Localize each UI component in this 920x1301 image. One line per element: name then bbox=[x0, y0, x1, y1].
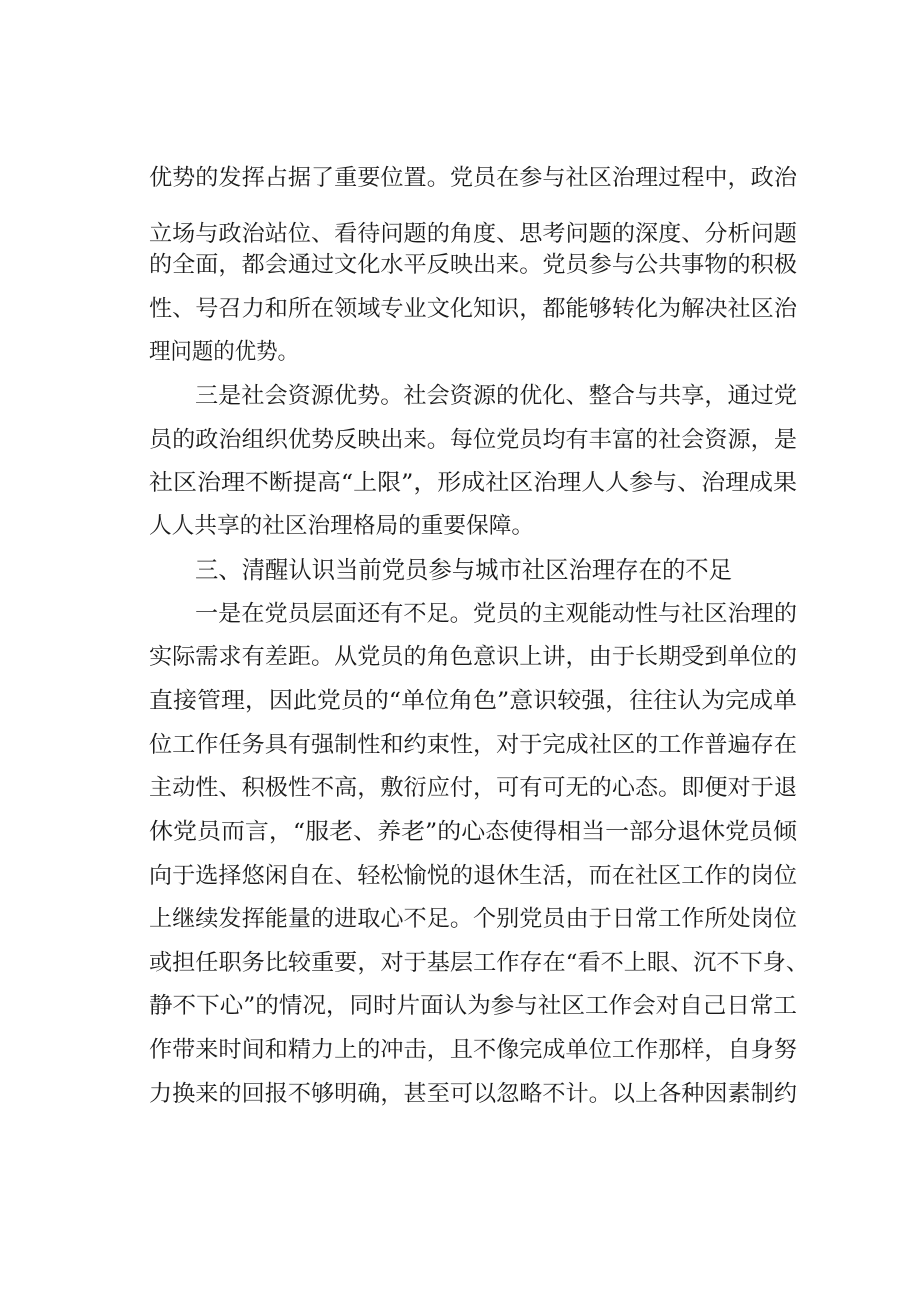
paragraph-line bbox=[0, 337, 920, 367]
paragraph-line bbox=[0, 1079, 920, 1109]
line-text: 位工作任务具有强制性和约束性，对于完成社区的工作普遍存在 bbox=[149, 732, 797, 758]
line-text: 向于选择悠闲自在、轻松愉悦的退休生活，而在社区工作的岗位 bbox=[149, 863, 797, 889]
line-text: 或担任职务比较重要，对于基层工作存在“看不上眼、沉不下身、 bbox=[149, 950, 809, 976]
paragraph-line bbox=[0, 730, 920, 760]
paragraph-line bbox=[0, 294, 920, 324]
paragraph-line bbox=[0, 773, 920, 803]
line-text: 力换来的回报不够明确，甚至可以忽略不计。以上各种因素制约 bbox=[149, 1081, 797, 1107]
line-text: 主动性、积极性不高，敷衍应付，可有可无的心态。即便对于退 bbox=[149, 775, 797, 801]
section-heading bbox=[0, 555, 920, 585]
paragraph-line bbox=[0, 861, 920, 891]
paragraph-line bbox=[0, 686, 920, 716]
line-text: 实际需求有差距。从党员的角色意识上讲，由于长期受到单位的 bbox=[149, 644, 797, 670]
paragraph-line bbox=[0, 817, 920, 847]
line-text: 员的政治组织优势反映出来。每位党员均有丰富的社会资源，是 bbox=[149, 427, 797, 453]
line-text: 社区治理不断提高“上限”，形成社区治理人人参与、治理成果 bbox=[149, 470, 798, 496]
paragraph-line bbox=[0, 250, 920, 280]
line-text: 优势的发挥占据了重要位置。党员在参与社区治理过程中，政治 bbox=[149, 165, 797, 191]
line-text: 一是在党员层面还有不足。党员的主观能动性与社区治理的 bbox=[195, 601, 797, 627]
paragraph-line bbox=[0, 219, 920, 249]
paragraph-line bbox=[0, 425, 920, 455]
line-text: 理问题的优势。 bbox=[149, 339, 300, 365]
paragraph-line bbox=[0, 511, 920, 541]
line-text: 作带来时间和精力上的冲击，且不像完成单位工作那样，自身努 bbox=[149, 1037, 797, 1063]
paragraph-line bbox=[0, 599, 920, 629]
line-text: 直接管理，因此党员的“单位角色”意识较强，往往认为完成单 bbox=[149, 688, 798, 714]
line-text: 立场与政治站位、看待问题的角度、思考问题的深度、分析问题 bbox=[149, 221, 797, 247]
paragraph-line bbox=[0, 948, 920, 978]
line-text: 上继续发挥能量的进取心不足。个别党员由于日常工作所处岗位 bbox=[149, 906, 797, 932]
paragraph-line bbox=[0, 381, 920, 411]
line-text: 休党员而言，“服老、养老”的心态使得相当一部分退休党员倾 bbox=[149, 819, 798, 845]
paragraph-line bbox=[0, 163, 920, 193]
paragraph-line bbox=[0, 642, 920, 672]
paragraph-line bbox=[0, 1035, 920, 1065]
paragraph-line bbox=[0, 904, 920, 934]
paragraph-line bbox=[0, 991, 920, 1021]
heading-text: 三、清醒认识当前党员参与城市社区治理存在的不足 bbox=[195, 556, 732, 584]
line-text: 三是社会资源优势。社会资源的优化、整合与共享，通过党 bbox=[195, 383, 797, 409]
line-text: 的全面，都会通过文化水平反映出来。党员参与公共事物的积极 bbox=[149, 252, 797, 278]
line-text: 人人共享的社区治理格局的重要保障。 bbox=[149, 513, 535, 539]
line-text: 静不下心”的情况，同时片面认为参与社区工作会对自己日常工 bbox=[149, 993, 797, 1019]
line-text: 性、号召力和所在领域专业文化知识，都能够转化为解决社区治 bbox=[149, 296, 797, 322]
paragraph-line bbox=[0, 468, 920, 498]
